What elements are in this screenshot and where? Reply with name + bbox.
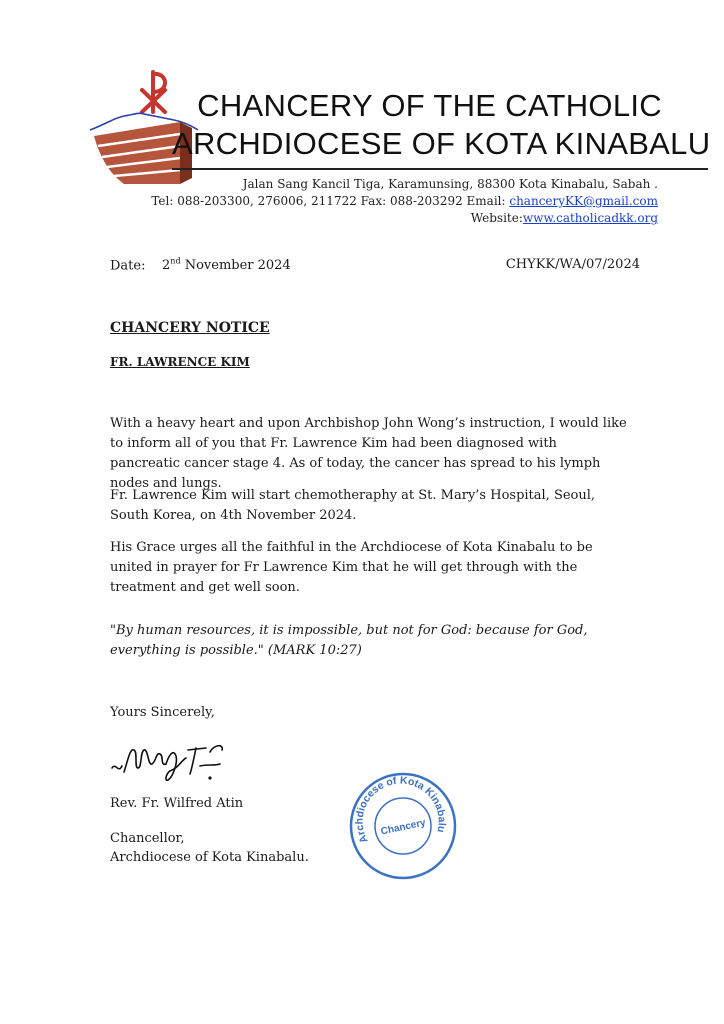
- body-paragraph-2: Fr. Lawrence Kim will start chemotheraphy at St. Mary’s Hospital, Seoul, South Korea, on 4th November 2024.: [110, 488, 596, 523]
- email-link[interactable]: chanceryKK@gmail.com: [509, 194, 658, 208]
- letterhead-divider: [172, 168, 708, 170]
- website-link[interactable]: www.catholicadkk.org: [522, 211, 658, 225]
- contacts-prefix: Tel: 088-203300, 276006, 211722 Fax: 088-203292 Email:: [151, 194, 510, 208]
- handwritten-signature-icon: [110, 738, 228, 784]
- date-row: [110, 257, 291, 273]
- scripture-quote: "By human resources, it is impossible, but not for God: because for God, everything is possible." (MARK 10:27): [110, 623, 588, 658]
- reference-number: CHYKK/WA/07/2024: [505, 257, 640, 272]
- signer-name: Rev. Fr. Wilfred Atin: [110, 796, 244, 811]
- website-prefix: Website:: [470, 211, 523, 225]
- notice-title: CHANCERY NOTICE: [110, 320, 270, 336]
- notice-subject: FR. LAWRENCE KIM: [110, 355, 250, 369]
- date-value: 2nd November 2024: [162, 257, 291, 274]
- letterhead-contacts: [151, 194, 658, 208]
- signer-organization: Archdiocese of Kota Kinabalu.: [110, 850, 309, 865]
- chancery-seal-icon: [348, 771, 458, 881]
- seal-center-text: Chancery: [379, 817, 427, 838]
- body-paragraph-3: His Grace urges all the faithful in the Archdiocese of Kota Kinabalu to be united in prayer for Fr Lawrence Kim that he will get through with the treatment and get well soon.: [110, 540, 593, 595]
- body-paragraph-1: With a heavy heart and upon Archbishop John Wong’s instruction, I would like to inform all of you that Fr. Lawrence Kim had been diagnosed with pancreatic cancer stage 4. As of today, the cancer has spread to his lymph nodes and lungs.: [110, 416, 627, 491]
- date-label: Date:: [110, 258, 146, 274]
- seal-ring-text: Archdiocese of Kota Kinabalu: [353, 774, 448, 845]
- letterhead-title-line1: CHANCERY OF THE CATHOLIC: [197, 88, 662, 123]
- letterhead-title-line2: ARCHDIOCESE OF KOTA KINABALU: [172, 126, 711, 161]
- letterhead-address: Jalan Sang Kancil Tiga, Karamunsing, 88300 Kota Kinabalu, Sabah .: [242, 177, 658, 191]
- closing-salutation: Yours Sincerely,: [110, 705, 215, 720]
- letterhead-website: [471, 211, 658, 225]
- signer-title: Chancellor,: [110, 831, 185, 846]
